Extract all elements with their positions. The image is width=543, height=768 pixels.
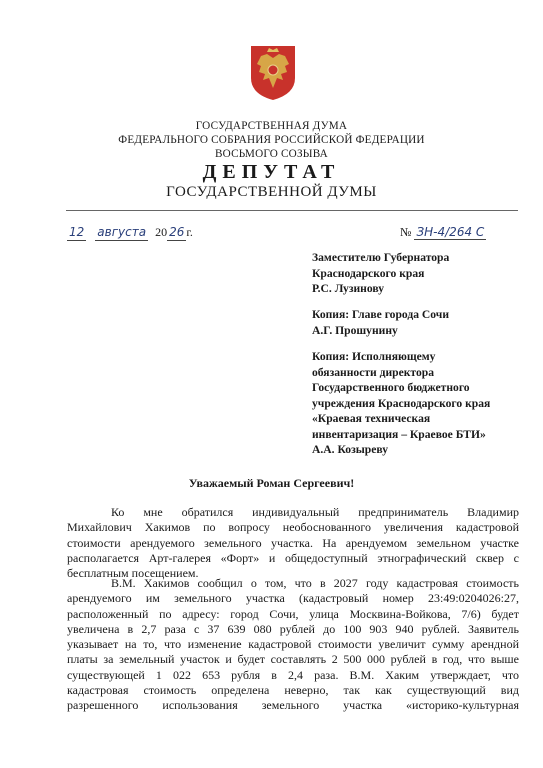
paragraph-line: бесплатным посещением.: [67, 566, 199, 581]
coat-of-arms-icon: [249, 44, 297, 102]
number-prefix: №: [400, 225, 412, 239]
paragraph-line: расположенный по адресу: город Сочи, улица Москвина-Войкова, 7/6) будет: [67, 606, 519, 621]
org-name-line3: ВОСЬМОГО СОЗЫВА: [215, 148, 328, 160]
date-suffix: г.: [186, 225, 193, 239]
addressee-line: Копия: Главе города Сочи: [312, 308, 450, 321]
addressee-line: А.А. Козыреву: [312, 443, 389, 456]
paragraph-line: Михайлович Хакимов по вопросу необоснованного увеличения кадастровой: [67, 520, 519, 535]
addressee-block: [312, 349, 490, 458]
paragraph-line: В.М. Хакимов сообщил о том, что в 2027 году кадастровая стоимость: [111, 576, 519, 590]
addressee-line: учреждения Краснодарского края: [312, 396, 491, 410]
date-year-suffix: 26: [169, 225, 185, 239]
paragraph-line: существующей 1 022 653 рубля в 2,4 раза. В.М. Хаким утверждает, что: [67, 667, 519, 682]
paragraph-line: разрешенного использования земельного участка «историко-культурная: [67, 698, 519, 713]
paragraph-line: платы за земельный участок и будет составлять 2 500 000 рублей в год, что выше: [67, 652, 519, 667]
header-divider: [66, 210, 518, 211]
addressee-line: Копия: Исполняющему: [312, 350, 436, 363]
addressee-line: Заместителю Губернатора: [312, 251, 450, 264]
paragraph-line: располагается Арт-галерея «Форт» и общедоступный этнографический сквер с: [67, 550, 519, 565]
duma-subtitle: ГОСУДАРСТВЕННОЙ ДУМЫ: [166, 184, 377, 200]
org-name-line1: ГОСУДАРСТВЕННАЯ ДУМА: [195, 120, 348, 132]
salutation: Уважаемый Роман Сергеевич!: [188, 476, 355, 490]
paragraph-line: указывает на то, что изменение кадастровой стоимости увеличит сумму арендной: [67, 637, 519, 652]
paragraph-line: арендуемого им земельного участка (кадастровый номер 23:49:0204026:27,: [67, 591, 519, 606]
addressee-line: Государственного бюджетного: [312, 381, 470, 394]
date-year-prefix: 20: [155, 225, 168, 239]
addressee-line: А.Г. Прошунину: [312, 323, 398, 337]
addressee-block: [312, 307, 449, 338]
addressee-line: Р.С. Лузинову: [312, 282, 385, 295]
date-month: августа: [97, 225, 147, 239]
paragraph-line: Ко мне обратился индивидуальный предприниматель Владимир: [111, 505, 519, 519]
paragraph-line: стоимости арендуемого земельного участка. На арендуемом земельном участке: [67, 535, 519, 550]
letter-date: [67, 224, 193, 241]
paragraph-line: кадастровая стоимость определена неверно, так как существующий вид: [67, 683, 519, 698]
paragraph-line: увеличена в 2,7 раза с 37 639 080 рублей до 100 903 940 рублей. Заявитель: [67, 621, 519, 636]
letter-number: [400, 224, 486, 240]
date-day: 12: [69, 225, 85, 239]
addressee-line: «Краевая техническая: [312, 412, 431, 425]
addressee-line: обязанности директора: [312, 365, 435, 379]
paragraph: [67, 576, 519, 714]
number-value: ЗН-4/264 С: [416, 225, 485, 239]
deputy-title: ДЕПУТАТ: [202, 161, 341, 183]
org-name-line2: ФЕДЕРАЛЬНОГО СОБРАНИЯ РОССИЙСКОЙ ФЕДЕРАЦИИ: [118, 134, 425, 146]
addressee-block: [312, 250, 449, 297]
addressee-line: инвентаризация – Краевое БТИ»: [312, 427, 486, 441]
paragraph: [67, 505, 519, 581]
addressee-line: Краснодарского края: [312, 266, 425, 280]
